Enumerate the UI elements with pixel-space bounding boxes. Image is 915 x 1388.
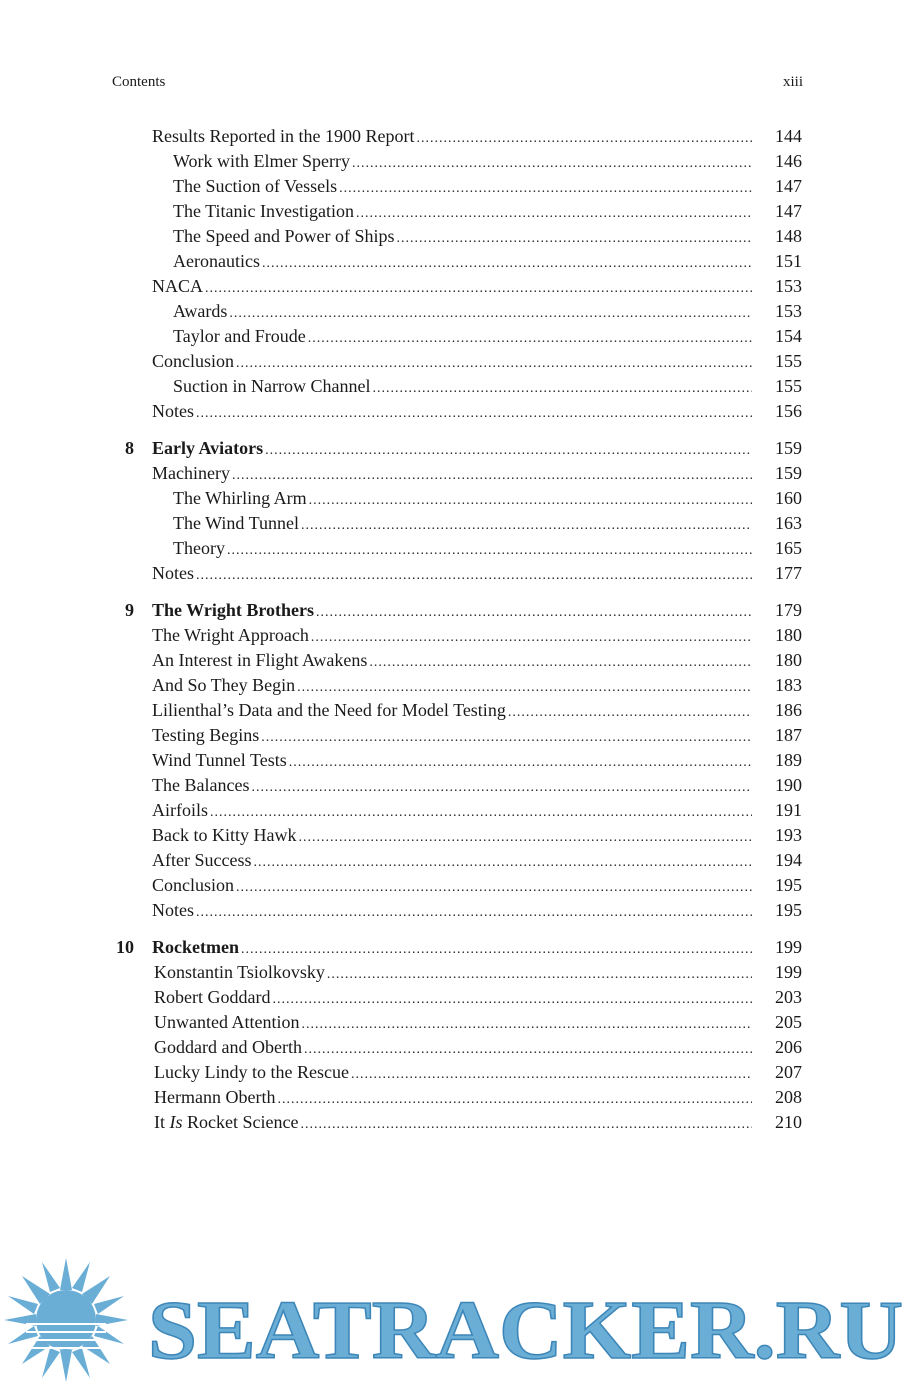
entry-title: Konstantin Tsiolkovsky (154, 962, 325, 982)
entry-title: NACA (152, 276, 204, 296)
dot-leader (262, 251, 752, 276)
entry-page-number: 147 (775, 176, 802, 196)
dot-leader (229, 301, 752, 326)
entry-title: The Balances (152, 775, 250, 795)
entry-title: An Interest in Flight Awakens (152, 650, 368, 670)
toc-entry[interactable] (0, 536, 915, 561)
entry-title: Rocketmen (152, 937, 239, 957)
dot-leader (396, 226, 752, 251)
toc-entry[interactable] (0, 960, 915, 985)
watermark-logo (0, 1252, 915, 1388)
entry-page-number: 165 (775, 538, 802, 558)
entry-page-number: 180 (775, 625, 802, 645)
entry-title: Theory (173, 538, 225, 558)
entry-page-number: 155 (775, 351, 802, 371)
entry-page-number: 154 (775, 326, 802, 346)
entry-title-italic: Is (169, 1112, 183, 1132)
entry-title: After Success (152, 850, 252, 870)
dot-leader (277, 1087, 752, 1112)
toc-entry[interactable] (0, 648, 915, 673)
toc-entry[interactable] (0, 1085, 915, 1110)
dot-leader (265, 438, 752, 463)
dot-leader (232, 463, 752, 488)
entry-page-number: 194 (775, 850, 802, 870)
dot-leader (236, 351, 752, 376)
dot-leader (210, 800, 752, 825)
dot-leader (372, 376, 752, 401)
toc-entry[interactable] (0, 149, 915, 174)
dot-leader (311, 625, 752, 650)
dot-leader (236, 875, 752, 900)
toc-entry[interactable] (0, 124, 915, 149)
dot-leader (316, 600, 752, 625)
entry-page-number: 187 (775, 725, 802, 745)
entry-page-number: 156 (775, 401, 802, 421)
dot-leader (369, 650, 752, 675)
watermark-text: SEATRACKER.RU (148, 1284, 903, 1377)
toc-entry[interactable] (0, 461, 915, 486)
entry-page-number: 159 (775, 463, 802, 483)
dot-leader (301, 1012, 752, 1037)
toc-entry[interactable] (0, 249, 915, 274)
dot-leader (205, 276, 752, 301)
dot-leader (301, 513, 752, 538)
entry-page-number: 153 (775, 301, 802, 321)
toc-entry[interactable] (0, 898, 915, 923)
entry-title: Unwanted Attention (154, 1012, 300, 1032)
entry-page-number: 147 (775, 201, 802, 221)
dot-leader (289, 750, 752, 775)
entry-title: Results Reported in the 1900 Report (152, 126, 415, 146)
dot-leader (196, 401, 752, 426)
entry-page-number: 206 (775, 1037, 802, 1057)
toc-entry[interactable] (0, 823, 915, 848)
toc-entry[interactable] (0, 274, 915, 299)
entry-page-number: 146 (775, 151, 802, 171)
entry-page-number: 199 (775, 962, 802, 982)
dot-leader (227, 538, 752, 563)
running-header (112, 74, 803, 91)
toc-entry[interactable] (0, 1060, 915, 1085)
dot-leader (272, 987, 752, 1012)
entry-page-number: 160 (775, 488, 802, 508)
dot-leader (251, 775, 752, 800)
toc-entry[interactable] (0, 374, 915, 399)
entry-title: Notes (152, 563, 194, 583)
toc-entry[interactable] (0, 511, 915, 536)
toc-entry[interactable] (0, 399, 915, 424)
entry-page-number: 155 (775, 376, 802, 396)
toc-chapter-entry[interactable] (0, 935, 915, 960)
dot-leader (253, 850, 752, 875)
entry-title: Conclusion (152, 351, 235, 371)
dot-leader (352, 151, 752, 176)
toc-entry[interactable] (0, 873, 915, 898)
dot-leader (298, 825, 752, 850)
entry-page-number: 190 (775, 775, 802, 795)
entry-title: Taylor and Froude (173, 326, 306, 346)
dot-leader (304, 1037, 752, 1062)
header-page-number: xiii (782, 74, 803, 90)
entry-title: The Wright Brothers (152, 600, 315, 620)
toc-chapter-entry[interactable] (0, 598, 915, 623)
dot-leader (309, 488, 752, 513)
entry-page-number: 179 (775, 600, 802, 620)
dot-leader (196, 900, 752, 925)
entry-page-number: 151 (775, 251, 802, 271)
toc-entry[interactable] (0, 1035, 915, 1060)
entry-title: Lucky Lindy to the Rescue (154, 1062, 349, 1082)
dot-leader (308, 326, 752, 351)
toc-entry[interactable] (0, 224, 915, 249)
toc-entry[interactable] (0, 199, 915, 224)
entry-page-number: 153 (775, 276, 802, 296)
entry-page-number: 203 (775, 987, 802, 1007)
chapter-number: 9 (125, 600, 134, 620)
entry-title: Awards (173, 301, 228, 321)
entry-page-number: 195 (775, 875, 802, 895)
entry-title: Robert Goddard (154, 987, 271, 1007)
toc-entry[interactable] (0, 848, 915, 873)
toc-entry[interactable] (0, 673, 915, 698)
entry-page-number: 177 (775, 563, 802, 583)
entry-title: Suction in Narrow Channel (173, 376, 371, 396)
toc-entry[interactable] (0, 723, 915, 748)
toc-entry[interactable] (0, 698, 915, 723)
sun-icon (4, 1258, 128, 1382)
entry-title: Airfoils (152, 800, 208, 820)
entry-title: Wind Tunnel Tests (152, 750, 287, 770)
entry-page-number: 191 (775, 800, 802, 820)
entry-page-number: 186 (775, 700, 802, 720)
entry-page-number: 189 (775, 750, 802, 770)
dot-leader (351, 1062, 752, 1087)
toc-entry[interactable] (0, 299, 915, 324)
entry-page-number: 210 (775, 1112, 802, 1132)
entry-page-number: 163 (775, 513, 802, 533)
entry-title: Back to Kitty Hawk (152, 825, 297, 845)
entry-title: It Is Rocket Science (154, 1112, 299, 1132)
dot-leader (356, 201, 752, 226)
entry-title: Lilienthal’s Data and the Need for Model Testing (152, 700, 506, 720)
chapter-number: 8 (125, 438, 134, 458)
entry-title: The Wind Tunnel (173, 513, 299, 533)
entry-page-number: 195 (775, 900, 802, 920)
entry-title: Notes (152, 401, 194, 421)
entry-page-number: 207 (775, 1062, 802, 1082)
entry-title: The Speed and Power of Ships (173, 226, 395, 246)
toc-entry[interactable] (0, 174, 915, 199)
entry-page-number: 144 (775, 126, 802, 146)
toc-entry[interactable] (0, 773, 915, 798)
header-section-title: Contents (112, 74, 166, 90)
toc-entry[interactable] (0, 985, 915, 1010)
entry-title: The Whirling Arm (173, 488, 307, 508)
entry-title: Goddard and Oberth (154, 1037, 302, 1057)
toc-entry[interactable] (0, 1010, 915, 1035)
entry-title: The Suction of Vessels (173, 176, 338, 196)
entry-title: Hermann Oberth (154, 1087, 276, 1107)
entry-title: The Titanic Investigation (173, 201, 354, 221)
toc-chapter-entry[interactable] (0, 436, 915, 461)
toc-entry[interactable] (0, 798, 915, 823)
entry-title: Work with Elmer Sperry (173, 151, 351, 171)
toc-entry[interactable] (0, 561, 915, 586)
entry-page-number: 148 (775, 226, 802, 246)
toc-entry[interactable] (0, 486, 915, 511)
entry-page-number: 180 (775, 650, 802, 670)
entry-title: Testing Begins (152, 725, 260, 745)
entry-page-number: 208 (775, 1087, 802, 1107)
toc-entry[interactable] (0, 623, 915, 648)
dot-leader (508, 700, 752, 725)
toc-entry[interactable] (0, 349, 915, 374)
entry-title: Notes (152, 900, 194, 920)
entry-page-number: 193 (775, 825, 802, 845)
dot-leader (297, 675, 752, 700)
entry-page-number: 159 (775, 438, 802, 458)
entry-title: The Wright Approach (152, 625, 309, 645)
dot-leader (241, 937, 752, 962)
entry-title: And So They Begin (152, 675, 296, 695)
dot-leader (300, 1112, 752, 1137)
entry-title: Conclusion (152, 875, 235, 895)
dot-leader (416, 126, 752, 151)
dot-leader (196, 563, 752, 588)
dot-leader (339, 176, 752, 201)
dot-leader (327, 962, 752, 987)
toc-entry[interactable] (0, 748, 915, 773)
entry-page-number: 183 (775, 675, 802, 695)
toc-entry[interactable] (0, 1110, 915, 1135)
entry-title: Machinery (152, 463, 230, 483)
chapter-number: 10 (116, 937, 134, 957)
entry-title: Aeronautics (173, 251, 260, 271)
table-of-contents (0, 124, 915, 1135)
entry-page-number: 205 (775, 1012, 802, 1032)
toc-entry[interactable] (0, 324, 915, 349)
entry-page-number: 199 (775, 937, 802, 957)
dot-leader (261, 725, 752, 750)
entry-title: Early Aviators (152, 438, 264, 458)
